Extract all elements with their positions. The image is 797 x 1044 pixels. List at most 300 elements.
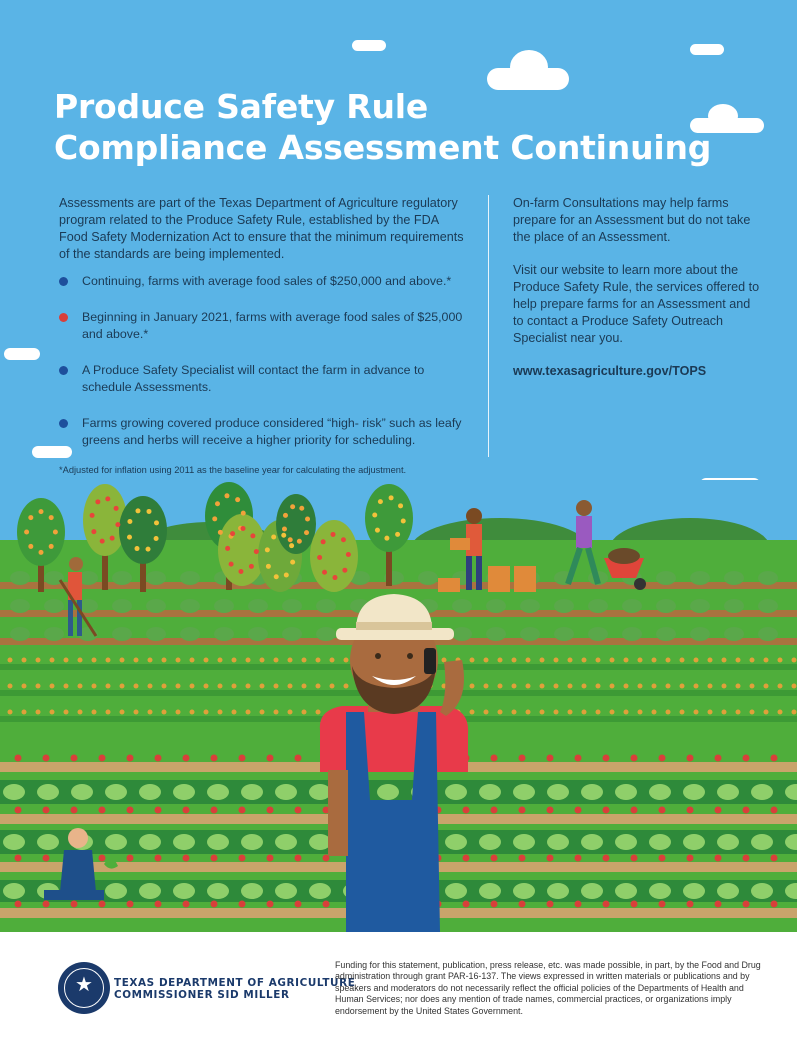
fruit-icon [305,516,310,521]
tomato-icon [659,807,666,814]
carrot-icon [260,658,265,663]
tomato-icon [183,901,190,908]
carrot-icon [498,658,503,663]
tomato-icon [183,855,190,862]
carrot-icon [680,684,685,689]
tomato-icon [99,901,106,908]
carrot-icon [736,710,741,715]
tomato-icon [267,855,274,862]
lettuce-icon [241,834,263,850]
carrot-icon [134,658,139,663]
carrot-icon [232,658,237,663]
fruit-icon [284,572,289,577]
tomato-icon [267,755,274,762]
tomato-icon [659,855,666,862]
carrot-icon [568,658,573,663]
tomato-icon [295,807,302,814]
fruit-icon [249,564,254,569]
lettuce-icon [139,784,161,800]
fruit-icon [100,539,105,544]
bullet-dot-icon [59,277,68,286]
carrot-icon [694,684,699,689]
fruit-icon [105,496,110,501]
carrot-icon [792,710,797,715]
carrot-icon [554,684,559,689]
fruit-icon [372,513,377,518]
tomato-icon [519,855,526,862]
tree-icon [365,484,413,552]
tomato-icon [295,855,302,862]
melon-icon [44,599,64,613]
tomato-icon [715,901,722,908]
fruit-icon [230,531,235,536]
carrot-icon [792,658,797,663]
produce-crate [514,566,536,592]
fruit-icon [218,530,223,535]
carrot-icon [750,710,755,715]
tomato-icon [43,755,50,762]
fruit-icon [250,533,255,538]
carrot-icon [750,684,755,689]
carrot-icon [22,658,27,663]
carrot-icon [470,658,475,663]
lettuce-icon [309,784,331,800]
bullet-dot-icon [59,419,68,428]
bullet-text: Farms growing covered produce considered “high- risk” such as leafy greens and herbs will receive a higher priority for scheduling. [82,416,462,447]
cloud-icon [690,44,724,55]
carrot-icon [484,684,489,689]
website-paragraph: Visit our website to learn more about the Produce Safety Rule, the services offered to help prepare farms for an Assessment and to contact a Produce Safety Outreach Specialist near you. [513,263,760,345]
tomato-icon [491,807,498,814]
melon-icon [44,627,64,641]
carrot-icon [512,658,517,663]
cloud-icon [352,40,386,51]
lettuce-icon [207,883,229,899]
carrot-icon [568,684,573,689]
lettuce-icon [309,883,331,899]
carrot-icon [526,658,531,663]
lettuce-icon [683,784,705,800]
lettuce-icon [173,834,195,850]
melon-icon [520,627,540,641]
farmer-arm [328,770,348,856]
carrot-icon [120,658,125,663]
carrot-icon [666,684,671,689]
carrot-icon [694,710,699,715]
tomato-icon [603,807,610,814]
carrot-icon [708,658,713,663]
carrot-icon [652,710,657,715]
carrot-icon [638,710,643,715]
carrot-icon [596,710,601,715]
lettuce-icon [513,784,535,800]
tomato-icon [603,755,610,762]
carrot-icon [176,658,181,663]
page-title [54,86,754,168]
melon-icon [112,599,132,613]
carrot-icon [470,684,475,689]
lettuce-icon [649,883,671,899]
carrot-icon [666,658,671,663]
melon-icon [690,571,710,585]
carrot-icon [330,658,335,663]
carrot-icon [8,684,13,689]
bullet-text: Continuing, farms with average food sales of $250,000 and above.* [82,274,452,288]
fruit-icon [127,519,132,524]
fruit-icon [241,526,246,531]
carrot-icon [204,658,209,663]
melon-icon [248,599,268,613]
carrot-icon [134,684,139,689]
melon-icon [10,599,30,613]
tomato-icon [771,807,778,814]
tomato-icon [491,755,498,762]
carrot-icon [764,710,769,715]
tomato-icon [43,855,50,862]
fruit-icon [290,504,295,509]
lettuce-icon [717,883,739,899]
fruit-icon [254,549,259,554]
tomato-icon [211,901,218,908]
fruit-icon [395,532,400,537]
fruit-icon [304,530,309,535]
lettuce-icon [683,883,705,899]
fruit-icon [341,537,346,542]
carrot-icon [232,710,237,715]
carrot-icon [470,710,475,715]
produce-crate [450,538,470,550]
carrot-icon [512,684,517,689]
lettuce-icon [105,883,127,899]
person-body [60,850,96,892]
fruit-icon [39,550,44,555]
fruit-icon [297,539,302,544]
fruit-icon [265,547,270,552]
consultation-paragraph: On-farm Consultations may help farms prepare for an Assessment but do not take the place of an Assessment. [513,196,751,244]
right-column [513,195,763,396]
carrot-icon [554,658,559,663]
melon-icon [316,599,336,613]
fruit-icon [90,513,95,518]
person-head [466,508,482,524]
lettuce-icon [105,834,127,850]
tomato-icon [575,807,582,814]
tomato-icon [15,855,22,862]
lettuce-icon [139,883,161,899]
fruit-icon [241,511,246,516]
lettuce-icon [615,834,637,850]
tomato-icon [239,755,246,762]
tomato-icon [519,901,526,908]
phone-icon [424,648,436,674]
tomato-icon [659,901,666,908]
tomato-icon [99,855,106,862]
lettuce-icon [479,883,501,899]
lettuce-icon [751,784,773,800]
carrot-icon [302,658,307,663]
intro-paragraph: Assessments are part of the Texas Department of Agriculture regulatory program related to the Produce Safety Rule, established by the FDA Food Safety Modernization Act to ensure that the minimum requirements of the standards are being implemented. [59,196,464,261]
tomato-icon [155,755,162,762]
carrot-icon [78,710,83,715]
bullet-item [59,415,469,449]
funding-disclaimer: Funding for this statement, publication, press release, etc. was made possible, in part, by the Food and Drug administration through grant PAR-16-137. The views expressed in written materials or publications and by speakers and moderators do not necessarily reflect the official policies of the Departments of Health and Human Services; nor does any mention of trade names, commercial practices, or organizations imply endorsement by the United States Government. [335,960,761,1016]
tomato-icon [687,855,694,862]
fruit-icon [154,536,159,541]
melon-icon [112,571,132,585]
tomato-icon [267,807,274,814]
carrot-icon [652,684,657,689]
lettuce-icon [173,883,195,899]
lettuce-icon [207,834,229,850]
fruit-icon [281,533,286,538]
tomato-icon [43,807,50,814]
carrot-icon [526,710,531,715]
tomato-icon [743,807,750,814]
tomato-icon [239,855,246,862]
fruit-icon [317,555,322,560]
carrot-icon [610,710,615,715]
melon-icon [146,571,166,585]
carrot-icon [162,684,167,689]
tomato-icon [155,901,162,908]
tree-icon [310,520,358,592]
bullet-dot-icon [59,313,68,322]
tomato-icon [687,755,694,762]
tomato-icon [631,807,638,814]
tomato-icon [211,755,218,762]
tomato-icon [603,855,610,862]
carrot-icon [190,684,195,689]
tomato-icon [43,901,50,908]
fruit-icon [288,537,293,542]
bullet-dot-icon [59,366,68,375]
fruit-icon [135,546,140,551]
melon-icon [180,627,200,641]
carrot-icon [120,684,125,689]
footnote: *Adjusted for inflation using 2011 as the baseline year for calculating the adjustment. [59,465,407,475]
tomato-icon [463,855,470,862]
cloud-icon [510,50,548,84]
carrot-icon [218,658,223,663]
carrot-icon [204,684,209,689]
fruit-icon [39,509,44,514]
fruit-icon [154,520,159,525]
person-leg [466,556,472,590]
tomato-icon [547,901,554,908]
person-leg [68,600,73,636]
carrot-icon [708,684,713,689]
carrot-icon [162,710,167,715]
lettuce-icon [445,834,467,850]
carrot-icon [540,658,545,663]
carrot-icon [218,710,223,715]
melon-icon [452,599,472,613]
carrot-icon [708,710,713,715]
tomato-icon [183,755,190,762]
tomato-icon [547,755,554,762]
fruit-icon [332,575,337,580]
melon-icon [486,599,506,613]
tomato-icon [15,755,22,762]
carrot-icon [778,684,783,689]
carrot-icon [8,658,13,663]
tomato-icon [547,807,554,814]
carrot-icon [64,710,69,715]
carrot-icon [442,658,447,663]
lettuce-icon [207,784,229,800]
tomato-icon [239,901,246,908]
lettuce-icon [479,784,501,800]
carrot-icon [596,684,601,689]
tomato-icon [15,901,22,908]
tomato-icon [771,755,778,762]
carrot-icon [22,710,27,715]
carrot-icon [554,710,559,715]
melon-icon [724,599,744,613]
carrot-icon [722,658,727,663]
fruit-icon [49,515,54,520]
carrot-icon [484,710,489,715]
melon-icon [690,599,710,613]
carrot-icon [106,658,111,663]
tomato-icon [295,901,302,908]
carrot-icon [288,710,293,715]
melon-icon [316,627,336,641]
tomato-icon [267,901,274,908]
website-link[interactable]: www.texasagriculture.gov/TOPS [513,364,707,378]
carrot-icon [582,684,587,689]
tree-icon [276,494,316,554]
lettuce-icon [445,883,467,899]
tomato-icon [211,855,218,862]
carrot-icon [64,658,69,663]
carrot-icon [316,710,321,715]
cloud-icon [4,348,40,360]
carrot-icon [36,658,41,663]
fruit-icon [53,530,58,535]
carrot-icon [680,710,685,715]
carrot-icon [624,710,629,715]
fruit-icon [91,529,96,534]
lettuce-icon [37,834,59,850]
fruit-icon [146,547,151,552]
lettuce-icon [547,883,569,899]
carrot-icon [288,658,293,663]
carrot-icon [176,710,181,715]
carrot-icon [652,658,657,663]
tomato-icon [519,807,526,814]
melon-icon [656,571,676,585]
fruit-icon [271,535,276,540]
melon-icon [588,599,608,613]
lettuce-icon [3,834,25,850]
farmer-eye [407,653,413,659]
melon-icon [146,627,166,641]
carrot-icon [50,710,55,715]
melon-icon [146,599,166,613]
carrot-icon [176,684,181,689]
lettuce-icon [581,834,603,850]
carrot-icon [484,658,489,663]
bullet-text: Beginning in January 2021, farms with average food sales of $25,000 and above.* [82,310,463,341]
lettuce-icon [275,883,297,899]
tomato-icon [323,901,330,908]
carrot-icon [498,684,503,689]
carrot-icon [568,710,573,715]
lettuce-icon [649,784,671,800]
carrot-icon [330,684,335,689]
carrot-icon [148,658,153,663]
melon-icon [180,599,200,613]
tomato-icon [71,755,78,762]
tomato-icon [239,807,246,814]
fruit-icon [274,574,279,579]
fruit-icon [229,562,234,567]
fruit-icon [224,493,229,498]
tomato-icon [715,807,722,814]
melon-icon [418,571,438,585]
tomato-icon [575,855,582,862]
tomato-icon [463,901,470,908]
lettuce-icon [241,883,263,899]
carrot-icon [274,658,279,663]
fruit-icon [225,546,230,551]
carrot-icon [106,710,111,715]
fruit-icon [146,509,151,514]
carrot-icon [36,684,41,689]
tomato-icon [155,807,162,814]
melon-icon [554,599,574,613]
lettuce-icon [751,883,773,899]
carrot-icon [218,684,223,689]
fruit-icon [235,497,240,502]
carrot-icon [148,710,153,715]
carrot-icon [134,710,139,715]
fruit-icon [238,569,243,574]
tomato-icon [575,901,582,908]
tomato-icon [547,855,554,862]
left-column [59,195,469,476]
lettuce-icon [513,883,535,899]
carrot-icon [316,658,321,663]
produce-crate [488,566,510,592]
lettuce-icon [751,834,773,850]
tomato-icon [71,807,78,814]
melon-icon [10,571,30,585]
tomato-icon [15,807,22,814]
melon-icon [214,599,234,613]
carrot-icon [8,710,13,715]
tomato-icon [715,855,722,862]
fruit-icon [289,543,294,548]
tomato-icon [603,901,610,908]
carrot-icon [778,658,783,663]
lettuce-icon [377,784,399,800]
carrot-icon [260,710,265,715]
melon-icon [622,627,642,641]
lettuce-icon [275,784,297,800]
tomato-icon [631,901,638,908]
carrot-icon [246,684,251,689]
carrot-icon [750,658,755,663]
tomato-icon [631,755,638,762]
footer [0,932,797,1044]
carrot-icon [246,710,251,715]
farm-illustration [0,480,797,932]
carrot-icon [624,684,629,689]
person-head [69,557,83,571]
carrot-icon [92,710,97,715]
